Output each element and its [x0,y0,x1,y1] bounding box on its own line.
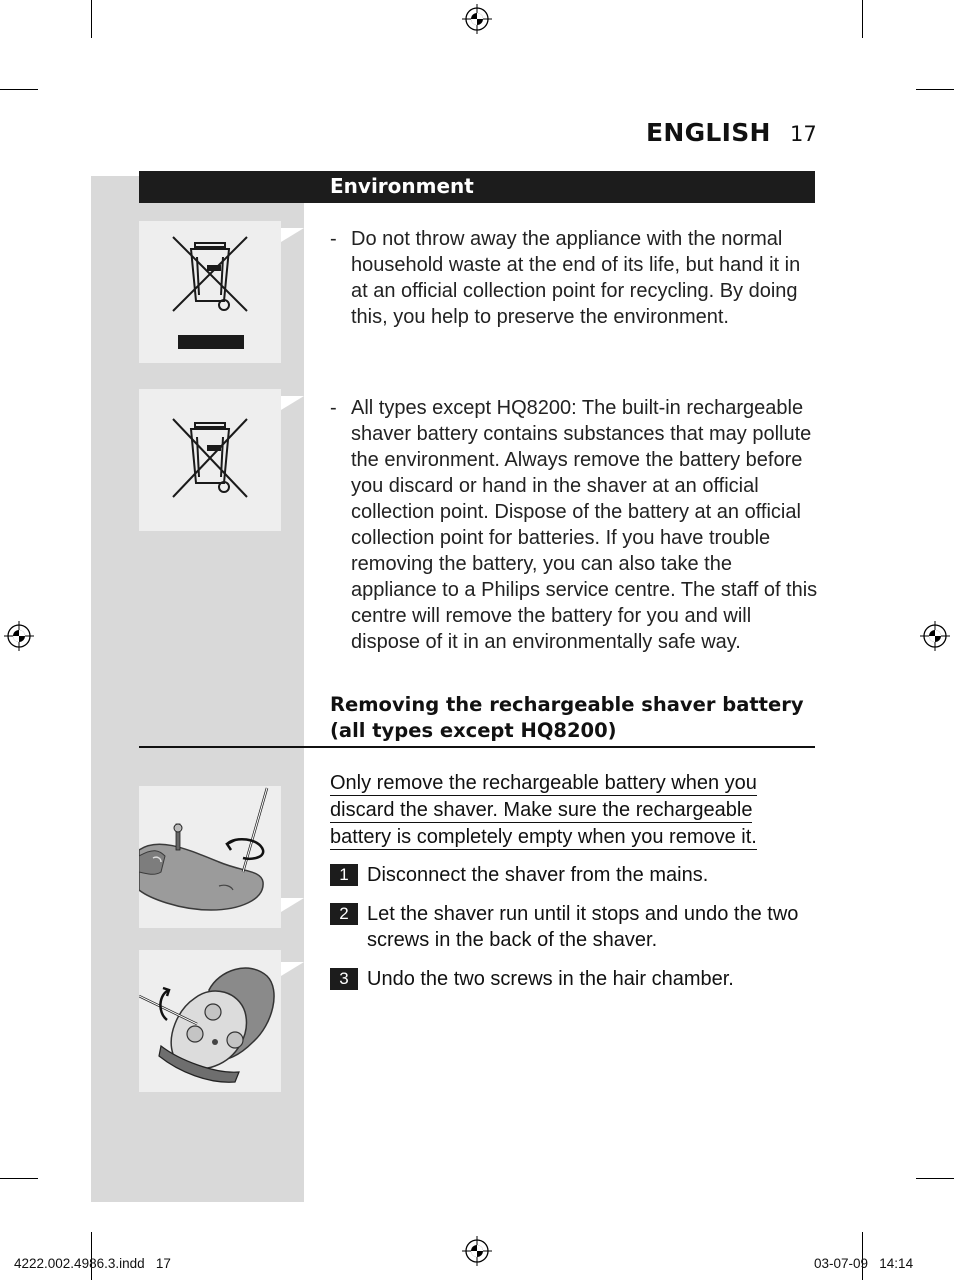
crossed-bin-icon [139,389,281,531]
step-number: 1 [330,864,358,886]
figure-pointer [281,898,304,912]
crop-mark [916,89,954,90]
shaver-back-screws-icon [139,786,281,928]
step-text: Disconnect the shaver from the mains. [367,864,709,886]
step-text: Let the shaver run until it stops and undo the two screws in the back of the shaver. [367,903,799,951]
step-2 [330,901,810,953]
slug-date: 03-07-09 14:14 [814,1256,914,1271]
warning-line: battery is completely empty when you remove it. [330,826,757,848]
step-number: 2 [330,903,358,925]
crop-mark [862,0,863,38]
registration-mark-icon [920,621,950,651]
page-number: 17 [790,122,817,146]
environment-item-2 [330,395,818,655]
step-text: Undo the two screws in the hair chamber. [367,968,734,990]
crop-mark [916,1178,954,1179]
list-dash: - [330,397,337,419]
section-title: Environment [330,174,474,198]
heading-line: (all types except HQ8200) [330,719,617,742]
warning-line: Only remove the rechargeable battery when you [330,772,757,794]
section-rule [139,746,815,748]
list-dash: - [330,228,337,250]
list-text: Do not throw away the appliance with the normal household waste at the end of its life, but hand it in at an official collection point for recycling. By doing this, you help to preserve the environment. [351,228,801,328]
crop-mark [0,89,38,90]
registration-mark-icon [4,621,34,651]
step-number: 3 [330,968,358,990]
shaver-hair-chamber-icon [139,950,281,1092]
heading-line: Removing the rechargeable shaver battery [330,693,804,716]
crop-mark [91,0,92,38]
list-text: All types except HQ8200: The built-in rechargeable shaver battery contains substances that may pollute the environment. Always remove the battery before you discard or hand in the shaver at an official collection point. Dispose of the battery at an official collection point for batteries. If you have trouble removing the battery, you can also take the appliance to a Philips service centre. The staff of this centre will remove the battery for you and will dispose of it in an environmentally safe way. [351,397,818,653]
figure-shaver-back [139,786,281,928]
section-bar [139,171,815,203]
figure-pointer [281,396,304,410]
crop-mark [0,1178,38,1179]
figure-pointer [281,228,304,242]
step-1 [330,862,810,888]
figure-pointer [281,962,304,976]
figure-battery-disposal [139,389,281,531]
slug-file: 4222.002.4986.3.indd 17 [14,1256,171,1271]
crossed-bin-icon [139,221,281,363]
figure-hair-chamber [139,950,281,1092]
figure-weee [139,221,281,363]
step-3 [330,966,810,992]
warning-note [330,771,800,852]
registration-mark-icon [462,1236,492,1266]
section-language: ENGLISH [646,118,771,147]
warning-line: discard the shaver. Make sure the rechargeable [330,799,753,821]
environment-item-1 [330,226,818,330]
registration-mark-icon [462,4,492,34]
section-heading [330,692,810,744]
